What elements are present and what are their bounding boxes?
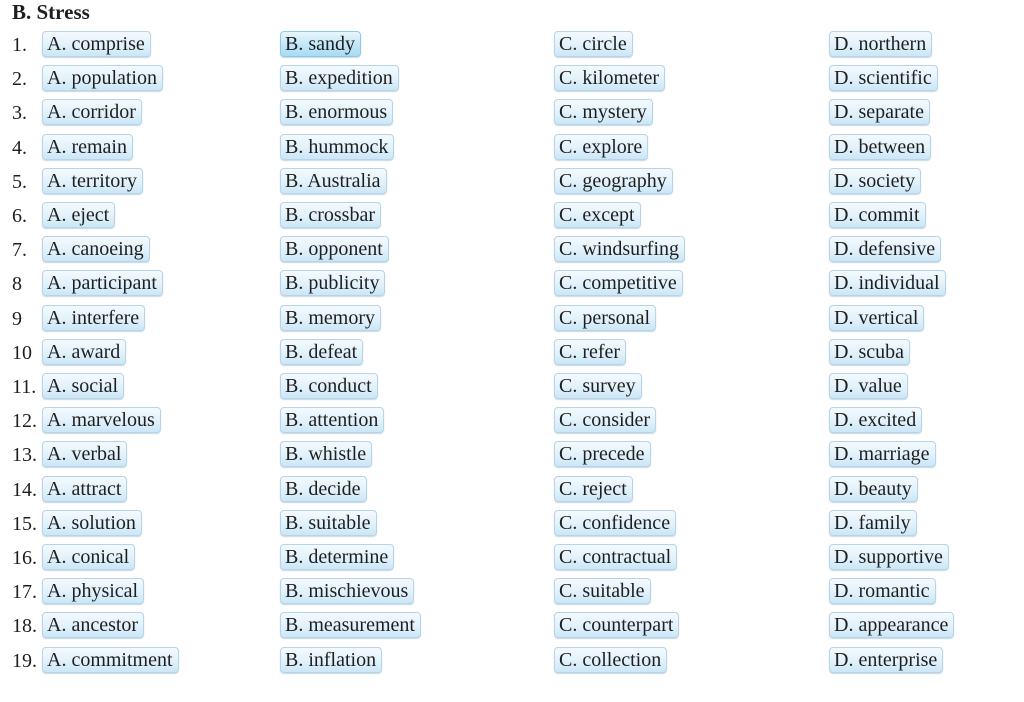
option-a[interactable]: A. conical <box>42 544 135 570</box>
question-number: 3. <box>12 102 27 125</box>
option-b[interactable]: B. measurement <box>280 612 421 638</box>
option-b[interactable]: B. publicity <box>280 270 385 296</box>
question-number: 1. <box>12 34 27 56</box>
question-row <box>0 644 1024 678</box>
option-b[interactable]: B. Australia <box>280 168 387 194</box>
question-number: 17. <box>12 581 37 604</box>
question-number: 18. <box>12 615 37 638</box>
question-number: 16. <box>12 547 37 569</box>
option-b[interactable]: B. decide <box>280 476 367 502</box>
question-number: 4. <box>12 136 27 159</box>
option-b[interactable]: B. expedition <box>280 65 399 91</box>
option-a[interactable]: A. attract <box>42 476 127 502</box>
option-b[interactable]: B. determine <box>280 544 394 570</box>
option-c[interactable]: C. competitive <box>554 270 683 296</box>
option-a[interactable]: A. solution <box>42 510 142 536</box>
question-row <box>0 609 1024 643</box>
section-title: B. Stress <box>12 0 90 24</box>
option-b[interactable]: B. suitable <box>280 510 377 536</box>
option-c[interactable]: C. personal <box>554 305 656 331</box>
option-c[interactable]: C. confidence <box>554 510 676 536</box>
option-c[interactable]: C. mystery <box>554 99 653 125</box>
option-c[interactable]: C. contractual <box>554 544 677 570</box>
option-d[interactable]: D. marriage <box>829 441 936 467</box>
question-row <box>0 131 1024 165</box>
option-a[interactable]: A. commitment <box>42 647 179 673</box>
option-c[interactable]: C. geography <box>554 168 673 194</box>
option-c[interactable]: C. windsurfing <box>554 236 685 262</box>
option-c[interactable]: C. kilometer <box>554 65 665 91</box>
question-row <box>0 473 1024 507</box>
option-a[interactable]: A. canoeing <box>42 236 150 262</box>
option-b[interactable]: B. opponent <box>280 236 389 262</box>
option-a[interactable]: A. remain <box>42 134 133 160</box>
option-c[interactable]: C. counterpart <box>554 612 679 638</box>
option-c[interactable]: C. circle <box>554 31 633 57</box>
option-d[interactable]: D. defensive <box>829 236 941 262</box>
question-row <box>0 267 1024 301</box>
option-a[interactable]: A. participant <box>42 270 163 296</box>
option-a[interactable]: A. verbal <box>42 441 127 467</box>
option-b[interactable]: B. mischievous <box>280 578 414 604</box>
question-number: 6. <box>12 205 27 227</box>
question-row <box>0 199 1024 233</box>
question-number: 13. <box>12 444 37 467</box>
question-number: 12. <box>12 410 37 433</box>
option-b[interactable]: B. memory <box>280 305 381 331</box>
question-row <box>0 28 1024 62</box>
question-number: 19. <box>12 649 37 672</box>
question-row <box>0 233 1024 267</box>
question-number: 10 <box>12 341 32 364</box>
option-d[interactable]: D. enterprise <box>829 647 943 673</box>
option-c[interactable]: C. explore <box>554 134 648 160</box>
question-row <box>0 302 1024 336</box>
option-d[interactable]: D. scuba <box>829 339 910 365</box>
option-a[interactable]: A. award <box>42 339 126 365</box>
question-number: 9 <box>12 307 22 330</box>
question-row <box>0 96 1024 130</box>
option-d[interactable]: D. romantic <box>829 578 936 604</box>
option-a[interactable]: A. marvelous <box>42 407 161 433</box>
question-row <box>0 541 1024 575</box>
question-row <box>0 404 1024 438</box>
question-number: 5. <box>12 170 27 193</box>
option-d[interactable]: D. value <box>829 373 908 399</box>
question-number: 7. <box>12 239 27 262</box>
option-d[interactable]: D. family <box>829 510 917 536</box>
option-b[interactable]: B. inflation <box>280 647 382 673</box>
question-row <box>0 62 1024 96</box>
option-b[interactable]: B. whistle <box>280 441 372 467</box>
option-d[interactable]: D. supportive <box>829 544 949 570</box>
option-b[interactable]: B. sandy <box>280 31 361 57</box>
option-d[interactable]: D. separate <box>829 99 930 125</box>
option-d[interactable]: D. individual <box>829 270 946 296</box>
option-b[interactable]: B. enormous <box>280 99 393 125</box>
option-d[interactable]: D. appearance <box>829 612 954 638</box>
option-c[interactable]: C. refer <box>554 339 626 365</box>
option-a[interactable]: A. ancestor <box>42 612 144 638</box>
question-row <box>0 370 1024 404</box>
question-number: 14. <box>12 478 37 501</box>
option-a[interactable]: A. physical <box>42 578 144 604</box>
option-a[interactable]: A. social <box>42 373 124 399</box>
question-row <box>0 165 1024 199</box>
option-d[interactable]: D. between <box>829 134 931 160</box>
option-a[interactable]: A. comprise <box>42 31 151 57</box>
option-c[interactable]: C. precede <box>554 441 651 467</box>
question-number: 11. <box>12 376 37 398</box>
option-c[interactable]: C. survey <box>554 373 642 399</box>
option-c[interactable]: C. suitable <box>554 578 651 604</box>
option-c[interactable]: C. reject <box>554 476 633 502</box>
option-b[interactable]: B. defeat <box>280 339 363 365</box>
option-d[interactable]: D. beauty <box>829 476 918 502</box>
option-b[interactable]: B. attention <box>280 407 384 433</box>
question-row <box>0 438 1024 472</box>
option-a[interactable]: A. territory <box>42 168 143 194</box>
option-d[interactable]: D. society <box>829 168 921 194</box>
option-a[interactable]: A. eject <box>42 202 115 228</box>
option-d[interactable]: D. scientific <box>829 65 938 91</box>
option-d[interactable]: D. vertical <box>829 305 924 331</box>
question-number: 2. <box>12 68 27 91</box>
question-row <box>0 507 1024 541</box>
option-d[interactable]: D. commit <box>829 202 926 228</box>
option-d[interactable]: D. northern <box>829 31 932 57</box>
question-row <box>0 336 1024 370</box>
option-b[interactable]: B. hummock <box>280 134 394 160</box>
option-b[interactable]: B. crossbar <box>280 202 381 228</box>
option-d[interactable]: D. excited <box>829 407 922 433</box>
question-row <box>0 575 1024 609</box>
question-number: 8 <box>12 273 22 296</box>
option-a[interactable]: A. interfere <box>42 305 145 331</box>
option-b[interactable]: B. conduct <box>280 373 378 399</box>
option-c[interactable]: C. except <box>554 202 641 228</box>
option-c[interactable]: C. consider <box>554 407 656 433</box>
option-a[interactable]: A. corridor <box>42 99 142 125</box>
option-c[interactable]: C. collection <box>554 647 667 673</box>
option-a[interactable]: A. population <box>42 65 163 91</box>
question-number: 15. <box>12 512 37 535</box>
